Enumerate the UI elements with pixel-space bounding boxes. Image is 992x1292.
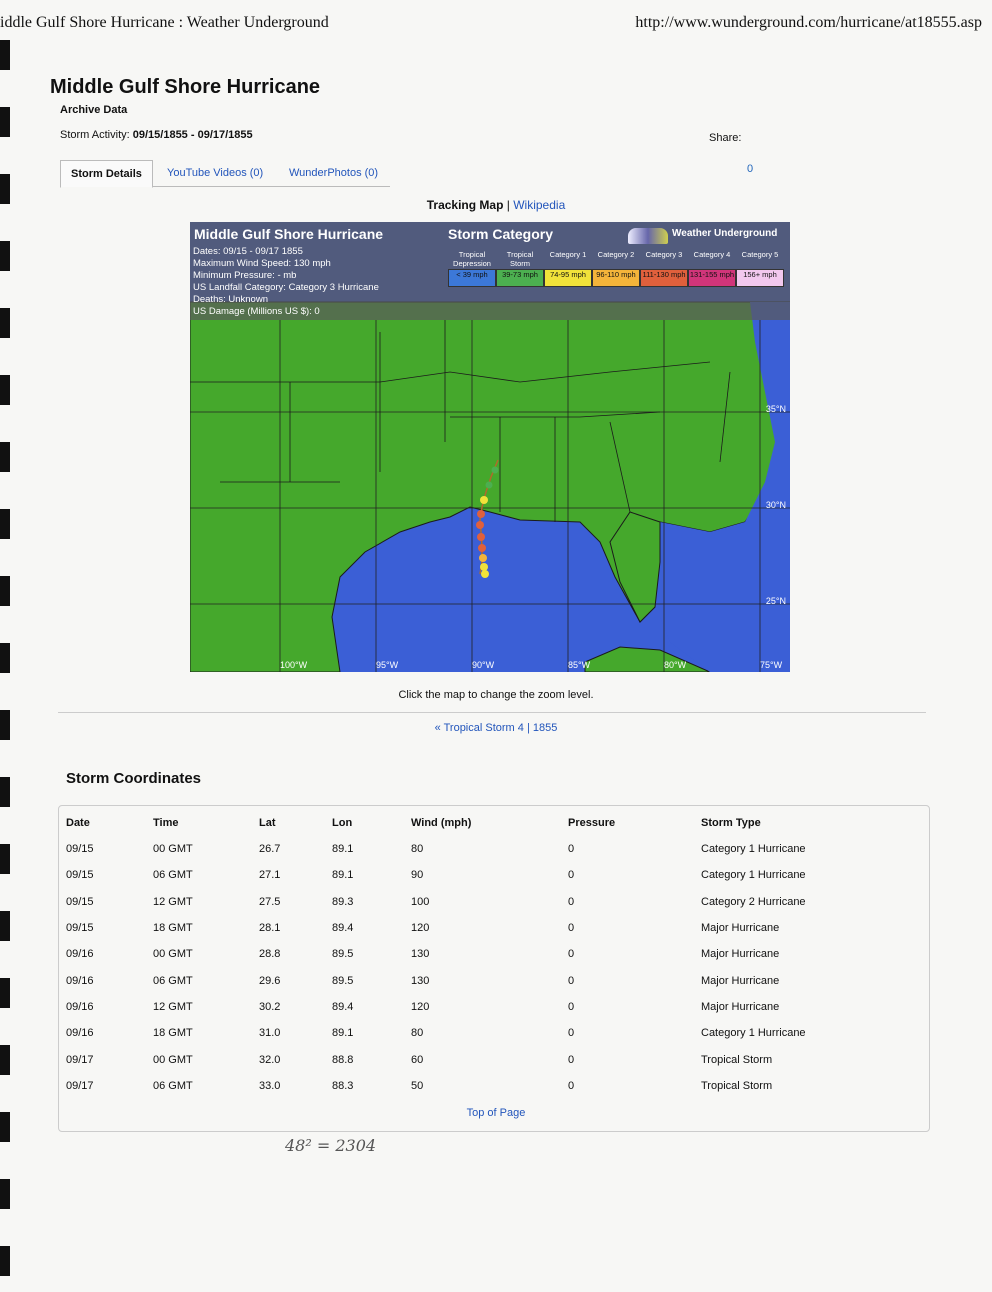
table-cell: Major Hurricane	[701, 948, 780, 961]
binder-hole	[0, 40, 10, 70]
map-caption	[0, 198, 992, 212]
table-cell: 00 GMT	[153, 1053, 193, 1066]
table-cell: 26.7	[259, 843, 281, 856]
table-cell: 0	[568, 1000, 575, 1013]
activity-label: Storm Activity:	[60, 129, 130, 141]
top-of-page-link[interactable]: Top of Page	[466, 1107, 526, 1119]
table-cell: 12 GMT	[153, 895, 193, 908]
table-cell: 88.8	[332, 1053, 354, 1066]
table-cell: 0	[568, 869, 575, 882]
table-row	[66, 889, 841, 915]
table-row	[66, 994, 841, 1020]
table-cell: 18 GMT	[153, 922, 193, 935]
table-cell: 06 GMT	[153, 869, 193, 882]
print-url: http://www.wunderground.com/hurricane/at18555.asp	[635, 14, 982, 31]
lon-label-80: 80°W	[664, 660, 687, 670]
legend-cat5: Category 5 156+ mph	[736, 250, 784, 287]
binder-hole	[0, 1246, 10, 1276]
table-cell: 09/16	[66, 1000, 94, 1013]
divider	[58, 712, 926, 713]
print-header	[0, 14, 992, 34]
share-label: Share:	[709, 132, 742, 144]
table-row	[66, 1020, 841, 1046]
map-info-deaths: Deaths: Unknown	[193, 294, 268, 305]
legend-cat2: Category 2 96-110 mph	[592, 250, 640, 287]
binder-hole	[0, 107, 10, 137]
table-cell: 89.1	[332, 843, 354, 856]
table-cell: 50	[411, 1079, 424, 1092]
year-link[interactable]: 1855	[532, 722, 558, 734]
legend-cat3: Category 3 111-130 mph	[640, 250, 688, 287]
map-info-dates: Dates: 09/15 - 09/17 1855	[193, 246, 303, 257]
table-cell: 0	[568, 1053, 575, 1066]
table-cell: 09/15	[66, 843, 94, 856]
storm-coordinates-table	[66, 810, 841, 1099]
table-cell: Tropical Storm	[701, 1053, 773, 1066]
table-cell: 89.4	[332, 1000, 354, 1013]
binder-hole	[0, 643, 10, 673]
tab-youtube-videos[interactable]: YouTube Videos (0)	[167, 167, 264, 179]
legend-cat4: Category 4 131-155 mph	[688, 250, 736, 287]
table-cell: 130	[411, 974, 430, 987]
lon-label-75: 75°W	[760, 660, 783, 670]
map-info-landfall: US Landfall Category: Category 3 Hurricane	[193, 282, 379, 293]
table-row	[66, 1073, 841, 1099]
lon-label-95: 95°W	[376, 660, 399, 670]
lat-label-25: 25°N	[765, 596, 786, 606]
nav-separator: |	[523, 722, 533, 734]
table-cell: 89.1	[332, 1027, 354, 1040]
table-cell: 120	[411, 922, 430, 935]
prev-storm-link[interactable]: « Tropical Storm 4	[434, 722, 524, 734]
table-cell: Major Hurricane	[701, 1000, 780, 1013]
table-cell: 33.0	[259, 1079, 281, 1092]
caption-separator: |	[503, 198, 514, 212]
table-cell: 89.4	[332, 922, 354, 935]
table-cell: 88.3	[332, 1079, 354, 1092]
binder-hole	[0, 375, 10, 405]
activity-value: 09/15/1855 - 09/17/1855	[132, 129, 253, 141]
binder-hole	[0, 442, 10, 472]
binder-hole	[0, 978, 10, 1008]
table-cell: 28.8	[259, 948, 281, 961]
table-row	[66, 915, 841, 941]
table-cell: 80	[411, 843, 424, 856]
binder-hole	[0, 241, 10, 271]
table-cell: 27.1	[259, 869, 281, 882]
table-cell: 00 GMT	[153, 843, 193, 856]
category-legend	[448, 250, 784, 290]
legend-ts: Tropical Storm 39-73 mph	[496, 250, 544, 287]
table-cell: 00 GMT	[153, 948, 193, 961]
wikipedia-link[interactable]: Wikipedia	[513, 198, 566, 212]
binder-hole	[0, 1045, 10, 1075]
table-cell: 100	[411, 895, 430, 908]
table-cell: 0	[568, 843, 575, 856]
table-cell: 18 GMT	[153, 1027, 193, 1040]
col-wind: Wind (mph)	[411, 817, 472, 829]
tracking-map-heading: Tracking Map	[426, 198, 504, 212]
map-click-caption: Click the map to change the zoom level.	[398, 689, 594, 701]
table-cell: 89.3	[332, 895, 354, 908]
legend-td: Tropical Depression < 39 mph	[448, 250, 496, 287]
map-info-pressure: Minimum Pressure: - mb	[193, 270, 297, 281]
col-date: Date	[66, 817, 90, 829]
lon-label-85: 85°W	[568, 660, 591, 670]
table-cell: 06 GMT	[153, 974, 193, 987]
table-cell: 89.5	[332, 948, 354, 961]
table-cell: 09/17	[66, 1053, 94, 1066]
table-cell: 09/16	[66, 948, 94, 961]
table-cell: Category 1 Hurricane	[701, 843, 806, 856]
table-cell: 29.6	[259, 974, 281, 987]
table-row	[66, 941, 841, 967]
table-cell: 0	[568, 948, 575, 961]
table-cell: 89.5	[332, 974, 354, 987]
map-info-overlay	[190, 222, 790, 320]
map-info-damage: US Damage (Millions US $): 0	[193, 306, 320, 317]
table-cell: Category 2 Hurricane	[701, 895, 806, 908]
table-cell: 0	[568, 922, 575, 935]
col-lon: Lon	[332, 817, 353, 829]
map-info-wind: Maximum Wind Speed: 130 mph	[193, 258, 331, 269]
binder-hole	[0, 509, 10, 539]
tab-bar	[60, 160, 390, 187]
table-row	[66, 862, 841, 888]
binder-hole	[0, 777, 10, 807]
handwritten-note: 48² = 2304	[285, 1136, 377, 1155]
col-pressure: Pressure	[568, 817, 616, 829]
table-cell: Category 1 Hurricane	[701, 1027, 806, 1040]
binder-hole	[0, 576, 10, 606]
table-cell: 0	[568, 1079, 575, 1092]
table-cell: 09/16	[66, 1027, 94, 1040]
binder-hole	[0, 308, 10, 338]
lon-label-100: 100°W	[280, 660, 308, 670]
table-cell: 28.1	[259, 922, 281, 935]
col-time: Time	[153, 817, 179, 829]
table-cell: 09/16	[66, 974, 94, 987]
table-cell: 130	[411, 948, 430, 961]
table-cell: 0	[568, 974, 575, 987]
storm-category-heading: Storm Category	[448, 226, 554, 242]
table-header-row	[66, 810, 841, 836]
table-cell: 60	[411, 1053, 424, 1066]
table-cell: 31.0	[259, 1027, 281, 1040]
binder-hole	[0, 844, 10, 874]
table-row	[66, 967, 841, 993]
print-title: iddle Gulf Shore Hurricane : Weather Underground	[0, 14, 329, 31]
table-cell: 09/15	[66, 869, 94, 882]
storm-activity	[60, 129, 253, 141]
share-count[interactable]: 0	[747, 163, 754, 175]
table-row	[66, 1046, 841, 1072]
rainbow-icon	[628, 228, 668, 244]
table-cell: 0	[568, 895, 575, 908]
table-cell: Major Hurricane	[701, 974, 780, 987]
map-storm-name: Middle Gulf Shore Hurricane	[194, 226, 384, 242]
table-cell: 80	[411, 1027, 424, 1040]
tab-wunderphotos[interactable]: WunderPhotos (0)	[289, 167, 379, 179]
tab-storm-details[interactable]: Storm Details	[60, 160, 153, 188]
table-cell: 09/15	[66, 922, 94, 935]
table-cell: 27.5	[259, 895, 281, 908]
table-cell: 30.2	[259, 1000, 281, 1013]
table-cell: 120	[411, 1000, 430, 1013]
col-storm-type: Storm Type	[701, 817, 761, 829]
binder-holes	[0, 40, 12, 1290]
table-cell: 90	[411, 869, 424, 882]
lon-label-90: 90°W	[472, 660, 495, 670]
binder-hole	[0, 1179, 10, 1209]
table-cell: Major Hurricane	[701, 922, 780, 935]
table-row	[66, 836, 841, 862]
table-cell: 12 GMT	[153, 1000, 193, 1013]
storm-navigation	[0, 722, 992, 734]
col-lat: Lat	[259, 817, 276, 829]
table-body	[66, 836, 841, 1099]
binder-hole	[0, 911, 10, 941]
table-cell: 06 GMT	[153, 1079, 193, 1092]
lat-label-35: 35°N	[765, 404, 786, 414]
weather-underground-logo	[628, 226, 788, 248]
legend-cat1: Category 1 74-95 mph	[544, 250, 592, 287]
table-cell: Category 1 Hurricane	[701, 869, 806, 882]
logo-text: Weather Underground	[672, 228, 778, 239]
table-cell: 09/17	[66, 1079, 94, 1092]
table-cell: 09/15	[66, 895, 94, 908]
archive-label: Archive Data	[60, 104, 128, 116]
page-title: Middle Gulf Shore Hurricane	[50, 76, 321, 98]
storm-coordinates-heading: Storm Coordinates	[66, 770, 202, 787]
table-cell: 89.1	[332, 869, 354, 882]
table-cell: 32.0	[259, 1053, 281, 1066]
table-cell: 0	[568, 1027, 575, 1040]
lat-label-30: 30°N	[765, 500, 786, 510]
tracking-map[interactable]	[190, 222, 790, 672]
table-cell: Tropical Storm	[701, 1079, 773, 1092]
